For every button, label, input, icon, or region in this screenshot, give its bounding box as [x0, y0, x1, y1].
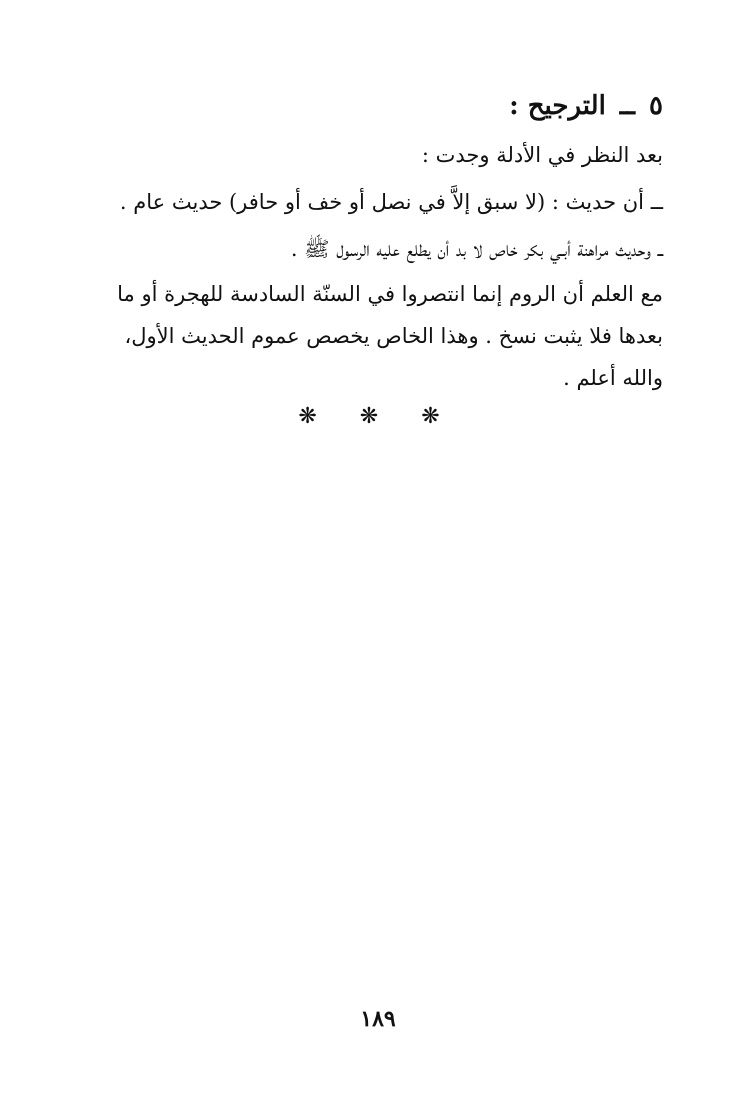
conclusion-line-2: بعدها فلا يثبت نسخ . وهذا الخاص يخصص عموم الحديث الأول،	[124, 324, 663, 348]
section-separator: ❋ ❋ ❋	[298, 404, 458, 429]
intro-line: بعد النظر في الأدلة وجدت :	[421, 143, 663, 167]
body-text	[103, 86, 663, 399]
evidence-item-2: ــ وحديث مراهنة أبـي بكر خاص لا بد أن يطلع عليه الرسول ﷺ .	[290, 237, 663, 261]
section-heading	[103, 86, 663, 126]
conclusion-line-3: والله أعلم .	[563, 366, 663, 390]
page-number: ١٨٩	[360, 1006, 396, 1032]
conclusion-line-1: مع العلم أن الروم إنما انتصروا في السنّة السادسة للهجرة أو ما	[117, 282, 663, 306]
evidence-item-1: ــ أن حديث : (لا سبق إلاَّ في نصل أو خف أو حافر) حديث عام .	[119, 190, 663, 214]
section-number: ٥	[649, 91, 663, 121]
section-title: الترجيح :	[509, 91, 606, 121]
section-dash: ــ	[619, 91, 636, 121]
